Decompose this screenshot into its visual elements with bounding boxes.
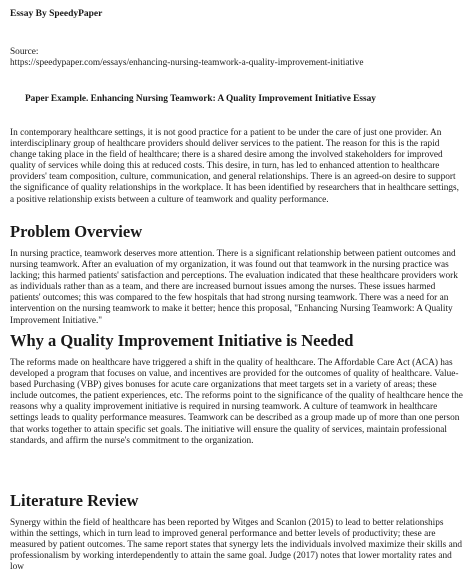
section-body-literature-review: Synergy within the field of healthcare has been reported by Witges and Scanlon (2015) to lead to better relationships within the settings, which in turn lead to improved general performance and better levels of productivity; these are measured by patient outcomes. The same report states that synergy lets the individuals involved maximize their skills and professionalism by working interdependently to attain the same goal. Judge (2017) notes that lower mortality rates and low <box>10 518 463 573</box>
document-title: Paper Example. Enhancing Nursing Teamwork: A Quality Improvement Initiative Essay <box>25 94 376 104</box>
essay-attribution: Essay By SpeedyPaper <box>10 9 103 19</box>
intro-paragraph: In contemporary healthcare settings, it is not good practice for a patient to be under the care of just one provider. An interdisciplinary group of healthcare providers should deliver services to the patient. The reason for this is the rapid change taking place in the field of healthcare; there is a shared desire among the involved stakeholders for improved quality of services while doing this at reduced costs. This desire, in turn, has led to enhanced attention to healthcare providers' team composition, culture, communication, and general relationships. There is an agreed-on desire to support the significance of quality relationships in the workplace. It has been identified by researchers that in healthcare settings, a positive relationship exists between a culture of teamwork and quality performance. <box>10 128 459 205</box>
source-url[interactable]: https://speedypaper.com/essays/enhancing-nursing-teamwork-a-quality-improvement-initiative <box>10 58 364 69</box>
section-body-problem-overview: In nursing practice, teamwork deserves more attention. There is a significant relationship between patient outcomes and nursing teamwork. After an evaluation of my organization, it was found out that teamwork in the nursing practice was lacking; this harmed patients' satisfaction and perceptions. The evaluation indicated that these healthcare providers work as individuals rather than as a team, and there are increased burnout issues among the nurses. These issues harmed patients' outcomes; this was compared to the few hospitals that had strong nursing teamwork. There was a need for an intervention on the nursing teamwork to make it better; hence this proposal, "Enhancing Nursing Teamwork: A Quality Improvement Initiative." <box>10 249 458 326</box>
section-body-why-qi: The reforms made on healthcare have triggered a shift in the quality of healthcare. The Affordable Care Act (ACA) has developed a program that focuses on value, and incentives are provided for the outcomes of quality of healthcare. Value-based Purchasing (VBP) gives bonuses for acute care organizations that meet targets set in a variety of areas; these include outcomes, the patient experiences, etc. The reforms point to the significance of the quality of healthcare hence the reasons why a quality improvement initiative is required in nursing teamwork. A culture of teamwork in healthcare settings leads to quality performance measures. Teamwork can be described as a group made up of more than one person that works together to attain specific set goals. The initiative will ensure the quality of services, maintain professional standards, and affirm the nurse's commitment to the organization. <box>10 358 463 446</box>
section-heading-why-qi: Why a Quality Improvement Initiative is Needed <box>10 331 354 350</box>
section-heading-problem-overview: Problem Overview <box>10 222 143 241</box>
source-block <box>10 47 363 70</box>
section-heading-literature-review: Literature Review <box>10 491 139 510</box>
source-label: Source: <box>10 47 39 57</box>
